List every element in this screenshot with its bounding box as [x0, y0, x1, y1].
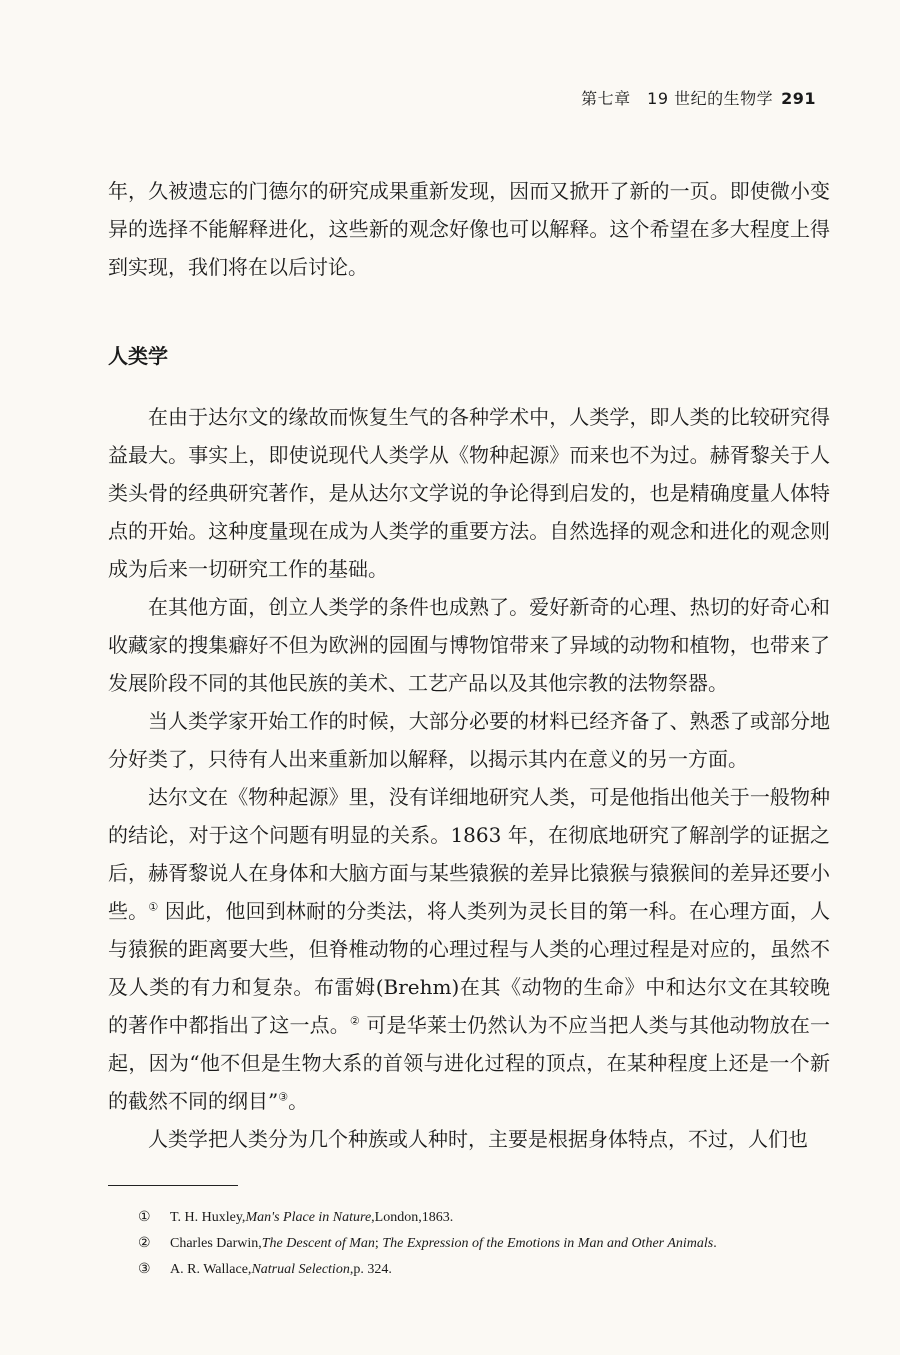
footnote-ref: ② [349, 1014, 360, 1028]
footnote-title: Natrual Selection [251, 1262, 350, 1277]
footnotes [138, 1205, 838, 1283]
footnote-divider [108, 1185, 238, 1186]
footnote [138, 1205, 838, 1231]
footnote-mark: ③ [138, 1262, 151, 1277]
footnote-ref: ③ [278, 1090, 289, 1104]
footnote-rest: ,London,1863. [371, 1210, 454, 1225]
footnote-ref: ① [148, 900, 159, 914]
paragraph-part: 。 [288, 1089, 309, 1113]
footnote-author: A. R. Wallace, [170, 1262, 252, 1277]
footnote-mark: ② [138, 1236, 151, 1251]
footnote-title: The Descent of Man [261, 1236, 375, 1251]
paragraph-part: 达尔文在《物种起源》里，没有详细地研究人类，可是他指出他关于一般物种的结论，对于这个问题有明显的关系。1863 年，在彻底地研究了解剖学的证据之后，赫胥黎说人在身体和大脑方面与某些猿猴的差异比猿猴与猿猴间的差异还要小些。 [108, 785, 830, 923]
chapter-title: 第七章 19 世纪的生物学 [581, 89, 774, 108]
paragraph: 在其他方面，创立人类学的条件也成熟了。爱好新奇的心理、热切的好奇心和收藏家的搜集癖好不但为欧洲的园囿与博物馆带来了异域的动物和植物，也带来了发展阶段不同的其他民族的美术、工艺产品以及其他宗教的法物祭器。 [108, 595, 830, 695]
footnote-title: Man's Place in Nature [245, 1210, 372, 1225]
paragraph-part: 可是华莱士仍然认为不应当把人类与其他动物放在一起，因为“他不但是生物大系的首领与进化过程的顶点，在某种程度上还是一个新的截然不同的纲目” [108, 1013, 831, 1113]
intro-block [108, 172, 830, 286]
paragraph-part: 因此，他回到林耐的分类法，将人类列为灵长目的第一科。在心理方面，人与猿猴的距离要大些，但脊椎动物的心理过程与人类的心理过程是对应的，虽然不及人类的有力和复杂。布雷姆(Brehm)在其《动物的生命》中和达尔文在其较晚的著作中都指出了这一点。 [108, 899, 831, 1037]
footnote-rest: ,p. 324. [349, 1262, 392, 1277]
paragraph: 人类学把人类分为几个种族或人种时，主要是根据身体特点，不过，人们也 [148, 1127, 808, 1151]
paragraph: 在由于达尔文的缘故而恢复生气的各种学术中，人类学，即人类的比较研究得益最大。事实上，即使说现代人类学从《物种起源》而来也不为过。赫胥黎关于人类头骨的经典研究著作，是从达尔文学说的争论得到启发的，也是精确度量人体特点的开始。这种度量现在成为人类学的重要方法。自然选择的观念和进化的观念则成为后来一切研究工作的基础。 [108, 405, 830, 581]
main-text [108, 398, 830, 1158]
footnote-rest: . [713, 1236, 717, 1251]
footnote-title: The Expression of the Emotions in Man and Other Animals [382, 1236, 714, 1251]
section-title: 人类学 [108, 344, 168, 368]
footnote-author: T. H. Huxley, [170, 1210, 246, 1225]
intro-paragraph: 年，久被遗忘的门德尔的研究成果重新发现，因而又掀开了新的一页。即使微小变异的选择不能解释进化，这些新的观念好像也可以解释。这个希望在多大程度上得到实现，我们将在以后讨论。 [108, 179, 830, 279]
footnote-separator: ; [374, 1236, 383, 1251]
paragraph: 当人类学家开始工作的时候，大部分必要的材料已经齐备了、熟悉了或部分地分好类了，只待有人出来重新加以解释，以揭示其内在意义的另一方面。 [108, 709, 830, 771]
footnote [138, 1231, 838, 1257]
paragraph [108, 778, 830, 1120]
footnote-author: Charles Darwin, [170, 1236, 262, 1251]
page-number: 291 [781, 89, 816, 108]
footnote [138, 1257, 838, 1283]
footnote-mark: ① [138, 1210, 151, 1225]
running-header [581, 86, 816, 109]
